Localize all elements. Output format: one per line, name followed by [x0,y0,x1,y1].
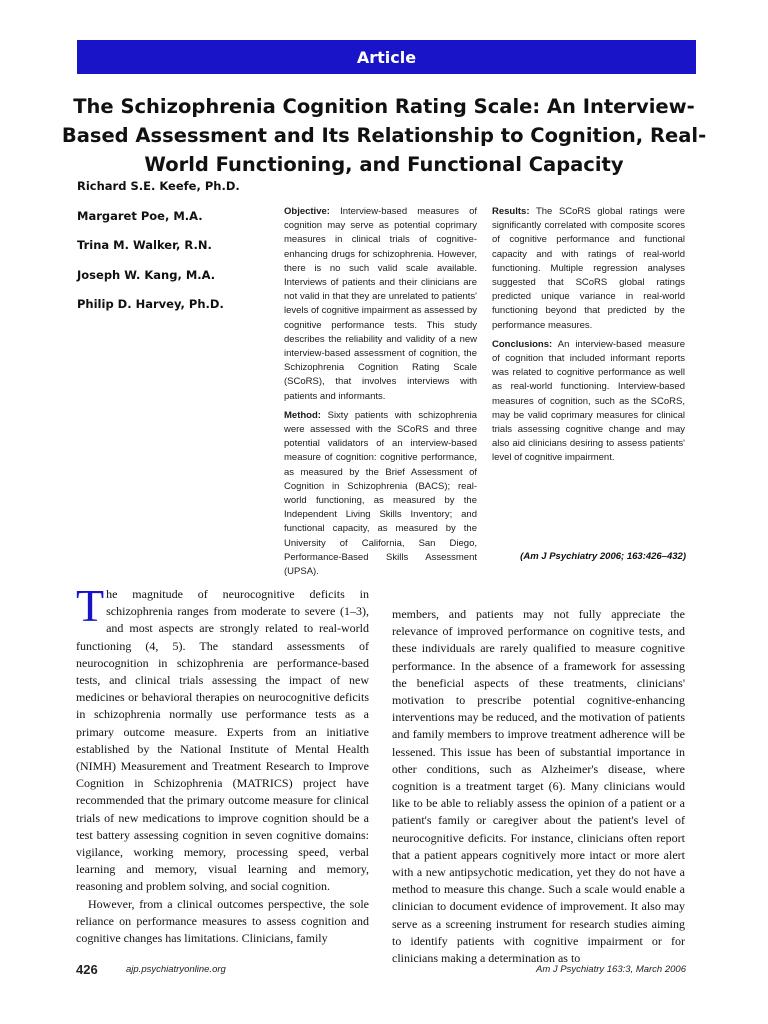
body-column-left [76,580,369,947]
journal-website: ajp.psychiatryonline.org [126,964,226,975]
objective-text: Interview-based measures of cognition may serve as potential coprimary measures in clinical trials of cognitive-enhancing drugs for schizophrenia. However, there is no such valid scale available. Interviews of patients and their clinicians are not valid in that they are unrelated to patients' levels of cognitive impairment as assessed by cognitive performance tests. This study describes the reliability and validity of a new interview-based assessment of cognition, the Schizophrenia Cognition Rating Scale (SCoRS), that involves interviews with patients and informants. [284,206,477,402]
page-footer [76,962,686,978]
author-name: Philip D. Harvey, Ph.D. [77,297,224,311]
abstract-conclusions [492,338,685,466]
results-text: The SCoRS global ratings were significantly correlated with composite scores of cognitive performance and functional capacity and with ratings of real-world functioning. Multiple regression analyses suggested that SCoRS global ratings predicted unique variance in real-world functioning beyond that predicted by the performance measures. [492,206,685,331]
body-paragraph [76,580,369,896]
drop-cap: T [76,580,105,631]
section-label: Article [356,47,417,67]
body-paragraph: However, from a clinical outcomes perspective, the sole reliance on performance measures to assess cognition and cognitive changes has limitations. Clinicians, family [76,896,369,946]
abstract-column-left [284,205,477,584]
abstract-column-right [492,205,685,471]
conclusions-label: Conclusions: [492,338,553,350]
abstract-method [284,409,477,579]
article-title: The Schizophrenia Cognition Rating Scale: An Interview-Based Assessment and Its Relationship to Cognition, Real-World Functioning, and Functional Capacity [61,95,707,176]
author-name: Richard S.E. Keefe, Ph.D. [77,179,240,193]
page-number: 426 [76,962,98,977]
author-name: Joseph W. Kang, M.A. [77,267,216,282]
journal-issue: Am J Psychiatry 163:3, March 2006 [536,964,686,975]
body-paragraph: members, and patients may not fully appreciate the relevance of improved performance on cognitive tests, and these individuals are rarely qualified to measure cognitive performance. In the absence of a framework for assessing the beneficial aspects of these treatments, clinicians' motivation to prescribe potential cognitive-enhancing interventions may be reduced, and the motivation of patients and family members to improve treatment adherence will be lessened. This issue has been of substantial importance in other conditions, such as Alzheimer's disease, where cognition is a treatment target (6). Many clinicians would like to be able to reliably assess the opinion of a patient or a patient's family or caregiver about the patient's level of neurocognitive deficits. For instance, clinicians often report that a patient appears cognitively more intact or more alert with a new antipsychotic medication, yet they do not have a method to measure this change. Such a scale would enable a clinician to document evidence of improvement. It also may serve as a screening instrument for research studies aiming to identify patients with cognitive impairment or for clinicians making a determination as to [392,607,685,966]
author-list [77,178,267,326]
objective-label: Objective: [284,206,330,217]
author-name: Trina M. Walker, R.N. [77,238,212,252]
section-banner [77,40,696,74]
conclusions-text: An interview-based measure of cognition that included informant reports was related to cognitive performance as well as real-world functioning. Interview-based measures of cognition, such as the SCoRS, may be valid coprimary measures for clinical trials assessing cognitive change and may also aid clinicians desiring to assess patients' level of cognitive impairment. [492,338,685,464]
method-text: Sixty patients with schizophrenia were assessed with the SCoRS and three potential validators of an interview-based measure of cognition: cognitive performance, as measured by the Brief Assessment of Cognition in Schizophrenia (BACS); real-world functioning, as measured by the Independent Living Skills Inventory; and functional capacity, as measured by the University of California, San Diego, Performance-Based Skills Assessment (UPSA). [284,409,477,578]
abstract-objective [284,205,477,404]
abstract-results [492,205,685,333]
results-label: Results: [492,206,530,217]
paragraph-text: he magnitude of neurocognitive deficits in schizophrenia ranges from moderate to severe (1–3), and most aspects are strongly related to real-world functioning (4, 5). The standard assessments of neurocognition in schizophrenia are performance-based tests, and clinical trials assessing the impact of new medicines or behavioral therapies on neurocognitive deficits in schizophrenia normally use performance tests as a primary outcome measure. Experts from an initiative established by the National Institute of Mental Health (NIMH) Measurement and Treatment Research to Improve Cognition in Schizophrenia (MATRICS) project have recommended that the primary outcome measure for clinical trials of new medications to improve cognition should be a test battery assessing cognition in seven cognitive domains: vigilance, working memory, processing speed, verbal learning and memory, visual learning and memory, reasoning and problem solving, and social cognition. [76,587,369,894]
body-column-right [392,606,685,967]
method-label: Method: [284,409,321,421]
journal-citation: (Am J Psychiatry 2006; 163:426–432) [520,551,686,562]
author-name: Margaret Poe, M.A. [77,208,203,223]
